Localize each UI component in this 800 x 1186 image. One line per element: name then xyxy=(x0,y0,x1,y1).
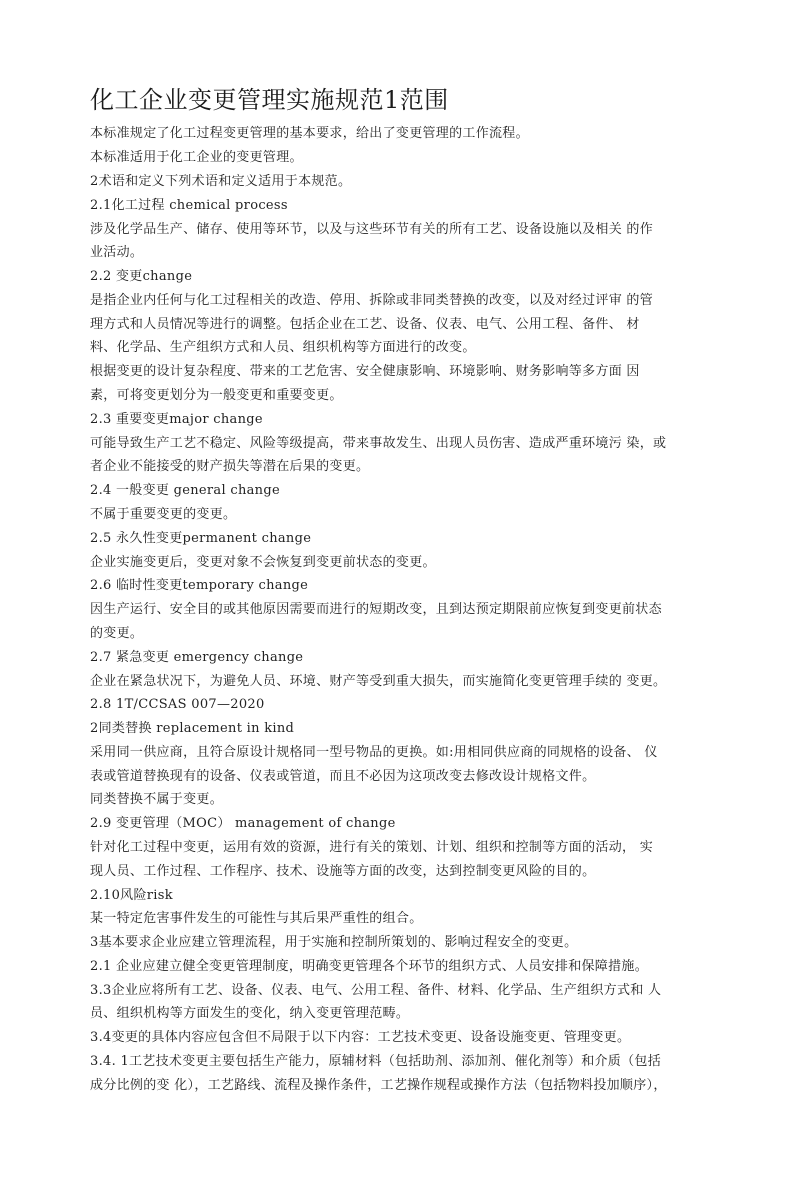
body-line: 是指企业内任何与化工过程相关的改造、停用、拆除或非同类替换的改变，以及对经过评审 的管 xyxy=(90,293,654,308)
body-line: 3.4变更的具体内容应包含但不局限于以下内容：工艺技术变更、设备设施变更、管理变更。 xyxy=(90,1030,631,1045)
body-line: 企业实施变更后，变更对象不会恢复到变更前状态的变更。 xyxy=(90,555,436,570)
body-line: 2.4 一般变更 general change xyxy=(90,483,280,498)
body-line: 素，可将变更划分为一般变更和重要变更。 xyxy=(90,388,343,403)
body-line: 2.9 变更管理（MOC） management of change xyxy=(90,816,396,831)
body-line: 3.4. 1工艺技术变更主要包括生产能力，原辅材料（包括助剂、添加剂、催化剂等）和介质（包括 xyxy=(90,1054,662,1069)
body-line: 根据变更的设计复杂程度、带来的工艺危害、安全健康影响、环境影响、财务影响等多方面 因 xyxy=(90,364,640,379)
body-line: 2同类替换 replacement in kind xyxy=(90,721,295,736)
body-line: 2.3 重要变更major change xyxy=(90,412,263,427)
body-line: 成分比例的变 化），工艺路线、流程及操作条件，工艺操作规程或操作方法（包括物料投加顺序）， xyxy=(90,1078,667,1093)
body-line: 2.8 1T/CCSAS 007—2020 xyxy=(90,697,265,712)
body-line: 2术语和定义下列术语和定义适用于本规范。 xyxy=(90,174,352,189)
body-line: 业活动。 xyxy=(90,245,144,260)
body-line: 2.2 变更change xyxy=(90,269,193,284)
document-title: 化工企业变更管理实施规范1范围 xyxy=(90,86,449,114)
body-line: 涉及化学品生产、储存、使用等环节，以及与这些环节有关的所有工艺、设备设施以及相关 的作 xyxy=(90,222,654,237)
body-line: 的变更。 xyxy=(90,626,144,641)
body-line: 员、组织机构等方面发生的变化，纳入变更管理范畴。 xyxy=(90,1006,410,1021)
body-line: 2.1 企业应建立健全变更管理制度，明确变更管理各个环节的组织方式、人员安排和保障措施。 xyxy=(90,959,649,974)
body-line: 2.10风险risk xyxy=(90,888,173,903)
body-line: 同类替换不属于变更。 xyxy=(90,792,224,807)
body-line: 料、化学品、生产组织方式和人员、组织机构等方面进行的改变。 xyxy=(90,340,476,355)
body-line: 2.6 临时性变更temporary change xyxy=(90,578,309,593)
body-line: 不属于重要变更的变更。 xyxy=(90,507,237,522)
body-line: 理方式和人员情况等进行的调整。包括企业在工艺、设备、仪表、电气、公用工程、备件、 材 xyxy=(90,317,640,332)
body-line: 企业在紧急状况下，为避免人员、环境、财产等受到重大损失，而实施简化变更管理手续的 变更。 xyxy=(90,674,667,689)
body-line: 3.3企业应将所有工艺、设备、仪表、电气、公用工程、备件、材料、化学品、生产组织方式和 人 xyxy=(90,983,662,998)
body-line: 现人员、工作过程、工作程序、技术、设施等方面的改变，达到控制变更风险的目的。 xyxy=(90,864,596,879)
body-line: 2.5 永久性变更permanent change xyxy=(90,531,312,546)
body-line: 本标准规定了化工过程变更管理的基本要求，给出了变更管理的工作流程。 xyxy=(90,126,529,141)
body-line: 者企业不能接受的财产损失等潜在后果的变更。 xyxy=(90,459,370,474)
body-line: 可能导致生产工艺不稳定、风险等级提高，带来事故发生、出现人员伤害、造成严重环境污 染，或 xyxy=(90,436,667,451)
body-line: 采用同一供应商，且符合原设计规格同一型号物品的更换。如:用相同供应商的同规格的设备、 仪 xyxy=(90,745,658,760)
body-line: 某一特定危害事件发生的可能性与其后果严重性的组合。 xyxy=(90,911,423,926)
body-line: 3基本要求企业应建立管理流程，用于实施和控制所策划的、影响过程安全的变更。 xyxy=(90,935,578,950)
body-line: 本标准适用于化工企业的变更管理。 xyxy=(90,150,303,165)
body-line: 表或管道替换现有的设备、仪表或管道，而且不必因为这项改变去修改设计规格文件。 xyxy=(90,769,596,784)
body-line: 针对化工过程中变更，运用有效的资源，进行有关的策划、计划、组织和控制等方面的活动， 实 xyxy=(90,840,654,855)
body-line: 因生产运行、安全目的或其他原因需要而进行的短期改变，且到达预定期限前应恢复到变更前状态 xyxy=(90,602,662,617)
body-line: 2.7 紧急变更 emergency change xyxy=(90,650,304,665)
body-line: 2.1化工过程 chemical process xyxy=(90,198,288,213)
